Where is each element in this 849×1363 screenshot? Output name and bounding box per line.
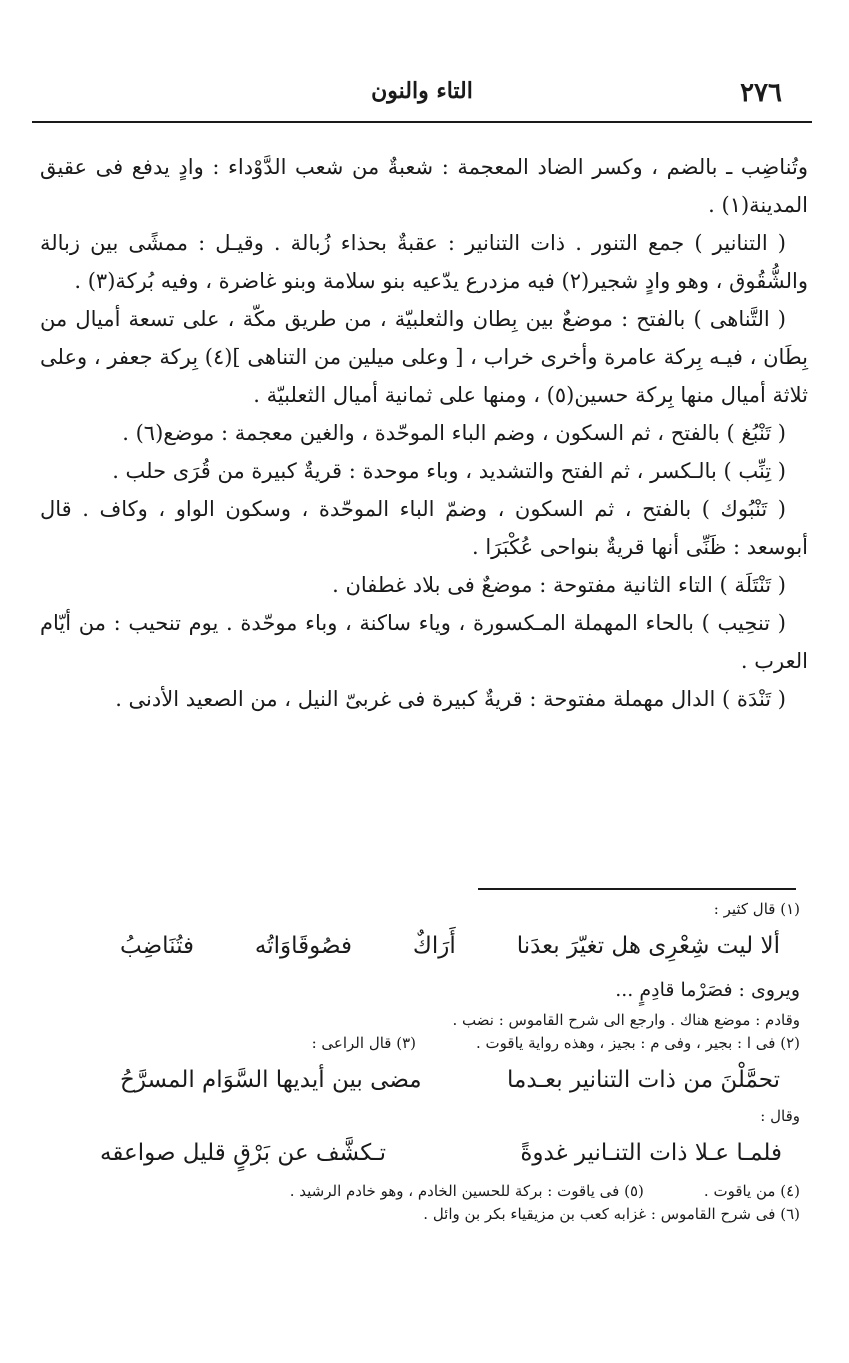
footnote-6: (٦) فى شرح القاموس : غزابه كعب بن مزيقياء بكر بن وائل . xyxy=(423,1205,800,1223)
footnote-4: (٤) من ياقوت . xyxy=(703,1182,800,1200)
entry-tanbuk: ( تَنْبُوك ) بالفتح ، ثم السكون ، وضمّ الباء الموحّدة ، وسكون الواو ، وكاف . قال أبوسعد : ظَنِّى أنها قريةٌ بنواحى عُكْبَرَا . xyxy=(40,497,808,559)
verse-1-part-3: فصُوقَاوَاتُه xyxy=(254,933,352,959)
entry-tanda: ( تَنْدَة ) الدال مهملة مفتوحة : قريةٌ كبيرة فى غربىّ النيل ، من الصعيد الأدنى . xyxy=(115,687,786,711)
entry-tanhib: ( تنحِيب ) بالحاء المهملة المـكسورة ، وياء ساكنة ، وباء موحّدة . يوم تنحيب : من أيّام العرب . xyxy=(40,611,808,673)
entry-tanbugh: ( تَنْبُغ ) بالفتح ، ثم السكون ، وضم الباء الموحّدة ، والغين معجمة : موضع(٦) . xyxy=(122,421,786,445)
footnote-5: (٥) فى ياقوت : بركة للحسين الخادم ، وهو خادم الرشيد . xyxy=(289,1182,644,1200)
footnotes-2-3 xyxy=(60,1032,800,1055)
dictionary-entries xyxy=(40,148,808,718)
verse-1-part-1: ألا ليت شِعْرِى هل تغيّرَ بعدَنا xyxy=(516,933,780,959)
header-rule xyxy=(32,121,812,123)
verse-3 xyxy=(60,1128,800,1180)
verse-1 xyxy=(60,921,800,971)
entry-tantala: ( تَنْتَلَة ) التاء الثانية مفتوحة : موضعٌ فى بلاد غطفان . xyxy=(332,573,786,597)
footnote-1-variant: ويروى : فصَرْما قادِمٍ ... xyxy=(615,979,800,1001)
footnote-rule xyxy=(478,888,796,890)
entry-tunadib: وتُناضِب ـ بالضم ، وكسر الضاد المعجمة : شعبةٌ من شعب الدَّوْداء : وادٍ يدفع فى عقيق المدينة(١) . xyxy=(40,155,808,217)
entry-al-tananir: ( التنانير ) جمع التنور . ذات التنانير : عقبةٌ بحذاء زُبالة . وقيـل : ممشًى بين زبالة والشُّقُوق ، وهو وادٍ شجير(٢) فيه مزدرع يدّعيه بنو سلامة وبنو غاضرة ، وفيه بُركة(٣) . xyxy=(40,231,808,293)
verse-3-hemistich-2: تـكشَّف عن بَرْقٍ قليل صواعقه xyxy=(100,1140,387,1166)
and-said: وقال : xyxy=(760,1107,800,1125)
verse-2-hemistich-1: تحمَّلْنَ من ذات التنانير بعـدما xyxy=(507,1067,780,1093)
footnotes-4-5 xyxy=(60,1180,800,1203)
verse-2 xyxy=(60,1055,800,1105)
footnote-3-intro: (٣) قال الراعى : xyxy=(311,1034,416,1052)
entry-tinnib: ( تِنِّب ) بالـكسر ، ثم الفتح والتشديد ، وباء موحدة : قريةٌ كبيرة من قُرَى حلب . xyxy=(112,459,786,483)
footnote-1-intro: (١) قال كثير : xyxy=(713,900,800,918)
page-number: ٢٧٦ xyxy=(740,78,782,108)
footnote-2: (٢) فى ا : بجير ، وفى م : بجيز ، وهذه رواية ياقوت . xyxy=(476,1034,800,1052)
footnote-1-gloss: وقادم : موضع هناك . وارجع الى شرح القاموس : نضب . xyxy=(452,1011,800,1029)
verse-1-part-2: أَرَاكٌ xyxy=(412,933,456,959)
verse-3-hemistich-1: فلمـا عـلا ذات التنـانير غدوةً xyxy=(520,1140,782,1166)
footnotes xyxy=(60,898,800,1226)
entry-al-tanahi: ( التَّناهى ) بالفتح : موضعٌ بين بِطان والثعلبيّة ، من طريق مكّة ، على تسعة أميال من بِطَان ، فيـه بِركة عامرة وأخرى خراب ، [ وعلى ميلين من التناهى ](٤) بِركة جعفر ، وعلى ثلاثة أميال منها بِركة حسين(٥) ، ومنها على ثمانية أميال الثعلبيّة . xyxy=(40,307,808,407)
page-header xyxy=(32,78,812,118)
verse-2-hemistich-2: مضى بين أيديها السَّوَام المسرَّحُ xyxy=(120,1067,422,1093)
verse-1-part-4: فتُنَاضِبُ xyxy=(120,933,194,959)
running-title: التاء والنون xyxy=(371,78,473,104)
